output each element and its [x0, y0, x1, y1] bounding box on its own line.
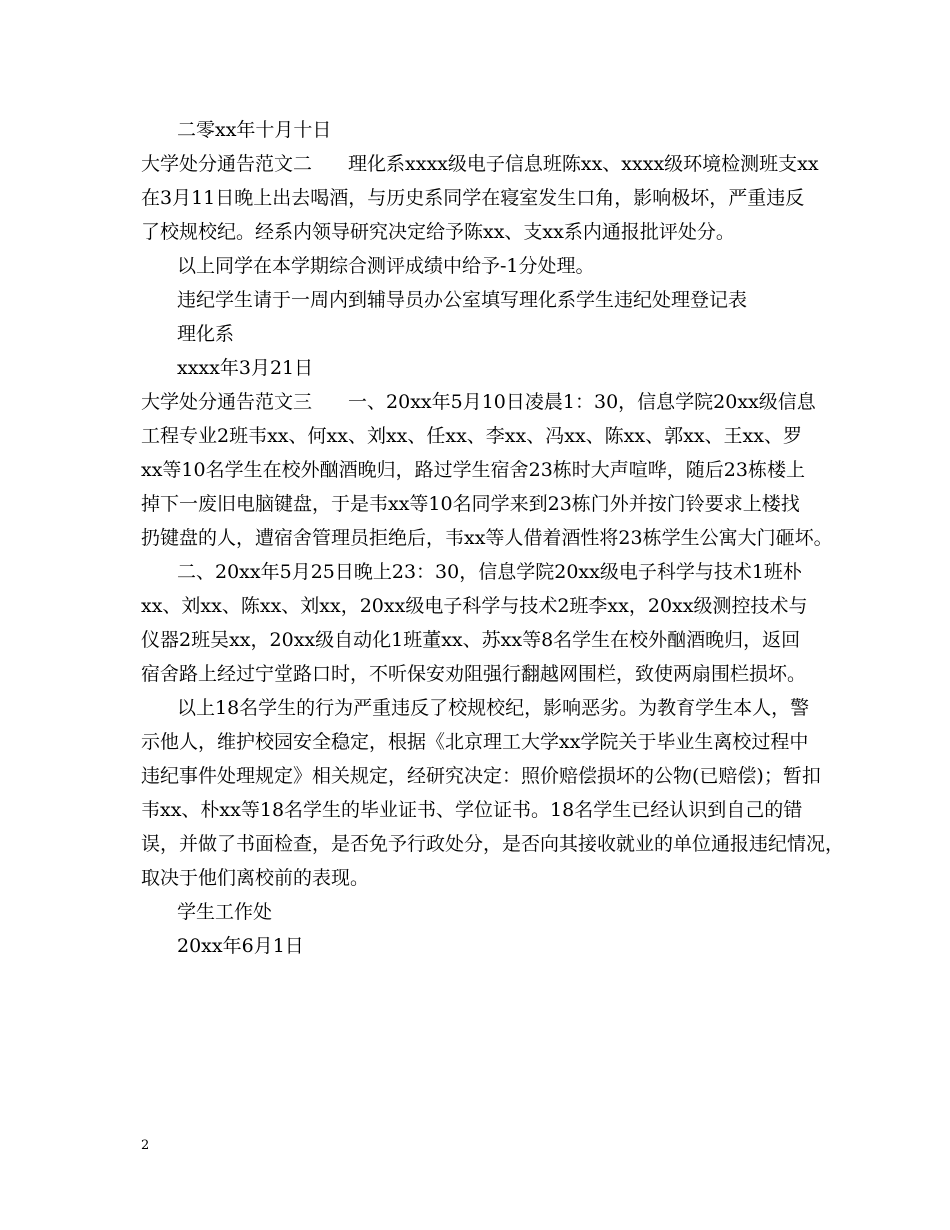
line-text: 工程专业2班韦xx、何xx、刘xx、任xx、李xx、冯xx、陈xx、郭xx、王xx、罗 — [141, 425, 802, 447]
line-text: 误，并做了书面检查，是否免予行政处分，是否向其接收就业的单位通报违纪情况， — [141, 833, 845, 855]
text-line — [141, 487, 831, 521]
text-line — [141, 113, 831, 147]
document-body — [141, 113, 845, 963]
line-text: xx等10名学生在校外酗酒晚归，路过学生宿舍23栋时大声喧哗，随后23栋楼上 — [141, 459, 805, 481]
text-line — [141, 283, 831, 317]
line-text: 仪器2班吴xx，20xx级自动化1班董xx、苏xx等8名学生在校外酗酒晚归，返回 — [141, 629, 801, 651]
text-line — [141, 521, 831, 555]
text-line — [141, 623, 831, 657]
line-text: xx、刘xx、陈xx、刘xx，20xx级电子科学与技术2班李xx，20xx级测控技术与 — [141, 595, 808, 617]
text-line — [141, 147, 831, 181]
page-number: 2 — [141, 1138, 150, 1153]
line-text: 以上18名学生的行为严重违反了校规校纪，影响恶劣。为教育学生本人，警 — [177, 697, 810, 719]
text-line — [141, 317, 831, 351]
line-text: 违纪事件处理规定》相关规定，经研究决定：照价赔偿损坏的公物(已赔偿)；暂扣 — [141, 765, 821, 787]
line-text: 扔键盘的人，遭宿舍管理员拒绝后，韦xx等人借着酒性将23栋学生公寓大门砸坏。 — [141, 527, 833, 549]
text-line — [141, 691, 831, 725]
text-line — [141, 759, 831, 793]
line-text: 宿舍路上经过宁堂路口时，不听保安劝阻强行翻越网围栏，致使两扇围栏损坏。 — [141, 663, 807, 685]
line-text: 20xx年6月1日 — [177, 935, 304, 957]
line-text: 二零xx年十月十日 — [177, 119, 332, 141]
text-line — [141, 419, 831, 453]
line-text: xxxx年3月21日 — [177, 357, 314, 379]
line-text: 二、20xx年5月25日晚上23：30，信息学院20xx级电子科学与技术1班朴 — [177, 561, 802, 583]
text-line — [141, 215, 831, 249]
text-line — [141, 793, 831, 827]
text-line — [141, 657, 831, 691]
section-heading: 大学处分通告范文二 — [141, 153, 313, 175]
line-text: 在3月11日晚上出去喝酒，与历史系同学在寝室发生口角，影响极坏，严重违反 — [141, 187, 805, 209]
line-text: 了校规校纪。经系内领导研究决定给予陈xx、支xx系内通报批评处分。 — [141, 221, 735, 243]
section-heading: 大学处分通告范文三 — [141, 391, 313, 413]
line-text: 一、20xx年5月10日凌晨1：30，信息学院20xx级信息 — [348, 391, 816, 413]
text-line — [141, 385, 831, 419]
line-text: 韦xx、朴xx等18名学生的毕业证书、学位证书。18名学生已经认识到自己的错 — [141, 799, 803, 821]
text-line — [141, 555, 831, 589]
line-text: 示他人，维护校园安全稳定，根据《北京理工大学xx学院关于毕业生离校过程中 — [141, 731, 809, 753]
line-text: 理化系xxxx级电子信息班陈xx、xxxx级环境检测班支xx — [348, 153, 819, 175]
line-text: 学生工作处 — [177, 901, 273, 923]
line-text: 理化系 — [177, 323, 235, 345]
text-line — [141, 351, 831, 385]
line-text: 违纪学生请于一周内到辅导员办公室填写理化系学生违纪处理登记表 — [177, 289, 748, 311]
line-text: 以上同学在本学期综合测评成绩中给予-1分处理。 — [177, 255, 595, 277]
text-line — [141, 929, 831, 963]
text-line — [141, 861, 831, 895]
text-line — [141, 249, 831, 283]
text-line — [141, 895, 831, 929]
line-text: 掉下一废旧电脑键盘，于是韦xx等10名同学来到23栋门外并按门铃要求上楼找 — [141, 493, 800, 515]
text-line — [141, 827, 845, 861]
text-line — [141, 453, 831, 487]
text-line — [141, 589, 831, 623]
line-text: 取决于他们离校前的表现。 — [141, 867, 370, 889]
text-line — [141, 181, 831, 215]
text-line — [141, 725, 831, 759]
